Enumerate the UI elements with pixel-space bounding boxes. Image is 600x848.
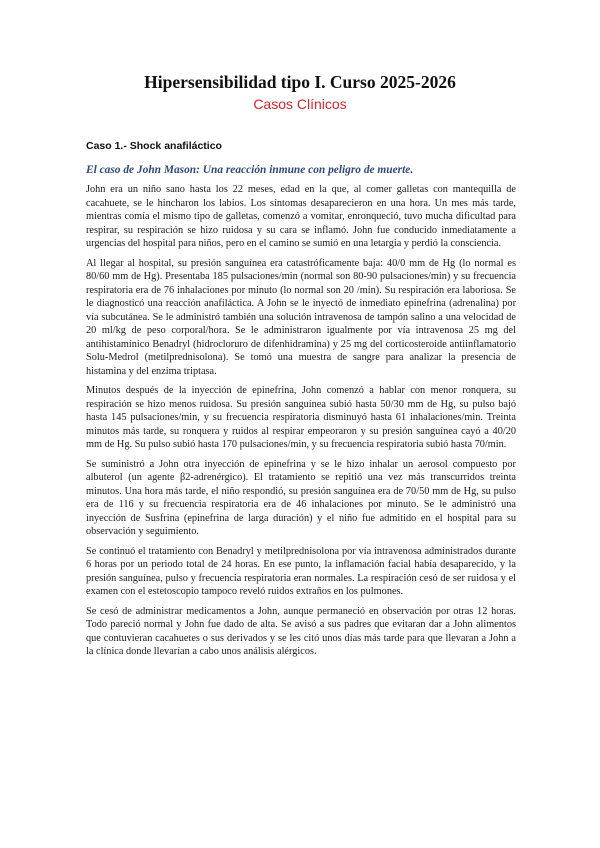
document-title: Hipersensibilidad tipo I. Curso 2025-2026 [144, 72, 456, 92]
document-subtitle: Casos Clínicos [253, 96, 347, 112]
paragraph: Se continuó el tratamiento con Benadryl y metilprednisolona por vía intravenosa administrados durante 6 horas por un periodo total de 24 horas. En ese punto, la inflamación facial había desaparecido, y la presión sanguínea, pulso y frecuencia respiratoria eran normales. La respiración cesó de ser ruidosa y el examen con el estetoscopio tampoco reveló ruidos extraños en los pulmones. [86, 545, 516, 597]
paragraph: John era un niño sano hasta los 22 meses, edad en la que, al comer galletas con mantequilla de cacahuete, se le hincharon los labios. Los síntomas desaparecieron en una hora. Un mes más tarde, mientras comía el mismo tipo de galletas, comenzó a vomitar, enronqueció, tuvo mucha dificultad para respirar, su respiración se hizo ruidosa y su cara se inflamó. John fue conducido inmediatamente a urgencias del hospital para niños, pero en el camino se sumió en una letargia y perdió la consciencia. [86, 184, 516, 249]
paragraph: Minutos después de la inyección de epinefrina, John comenzó a hablar con menor ronquera, su respiración se hizo menos ruidosa. Su presión sanguínea subió hasta 50/30 mm de Hg, su pulso bajó hasta 145 pulsaciones/min, y su frecuencia respiratoria disminuyó hasta 61 inhalaciones/min. Treinta minutos más tarde, su ronquera y ruidos al respirar empeoraron y su presión sanguínea cayó a 40/20 mm de Hg. Su pulso subió hasta 170 pulsaciones/min, y su frecuencia respiratoria subió hasta 70/min. [86, 385, 516, 450]
paragraph: Al llegar al hospital, su presión sanguínea era catastróficamente baja: 40/0 mm de Hg (lo normal es 80/60 mm de Hg). Presentaba 185 pulsaciones/min (normal son 80-90 pulsaciones/min) y su frecuencia respiratoria era de 76 inhalaciones por minuto (lo normal son 20 /min). Su respiración era laboriosa. Se le diagnosticó una reacción anafiláctica. A John se le inyectó de inmediato epinefrina (adrenalina) por vía subcutánea. Se le administró también una solución intravenosa de tampón salino a una velocidad de 20 ml/kg de peso corporal/hora. Se le administraron igualmente por vía intravenosa 25 mg del antihistamínico Benadryl (hidrocloruro de difenhidramina) y 25 mg del corticosteroide antiinflamatorio Solu-Medrol (metilprednisolona). Se tomó una muestra de sangre para analizar la presencia de histamina y del enzima triptasa. [86, 257, 516, 377]
case-subtitle: El caso de John Mason: Una reacción inmune con peligro de muerte. [86, 164, 414, 176]
paragraph: Se suministró a John otra inyección de epinefrina y se le hizo inhalar un aerosol compuesto por albuterol (un agente β2-adrenérgico). El tratamiento se repitió una vez más transcurridos treinta minutos. Una hora más tarde, el niño respondió, su presión sanguínea era de 70/50 mm de Hg, su pulso era de 116 y su frecuencia respiratoria era de 46 inhalaciones por minuto. Se le administró una inyección de Susfrina (epinefrina de larga duración) y el niño fue admitido en el hospital para su observación y seguimiento. [86, 458, 516, 537]
paragraph: Se cesó de administrar medicamentos a John, aunque permaneció en observación por otras 12 horas. Todo pareció normal y John fue dado de alta. Se avisó a sus padres que evitaran dar a John alimentos que contuvieran cacahuetes o sus derivados y se les citó unos días más tarde para que llevaran a John a la clínica donde llevarían a cabo unos análisis alérgicos. [86, 605, 516, 657]
case-body [86, 183, 516, 665]
case-heading: Caso 1.- Shock anafiláctico [86, 140, 222, 152]
